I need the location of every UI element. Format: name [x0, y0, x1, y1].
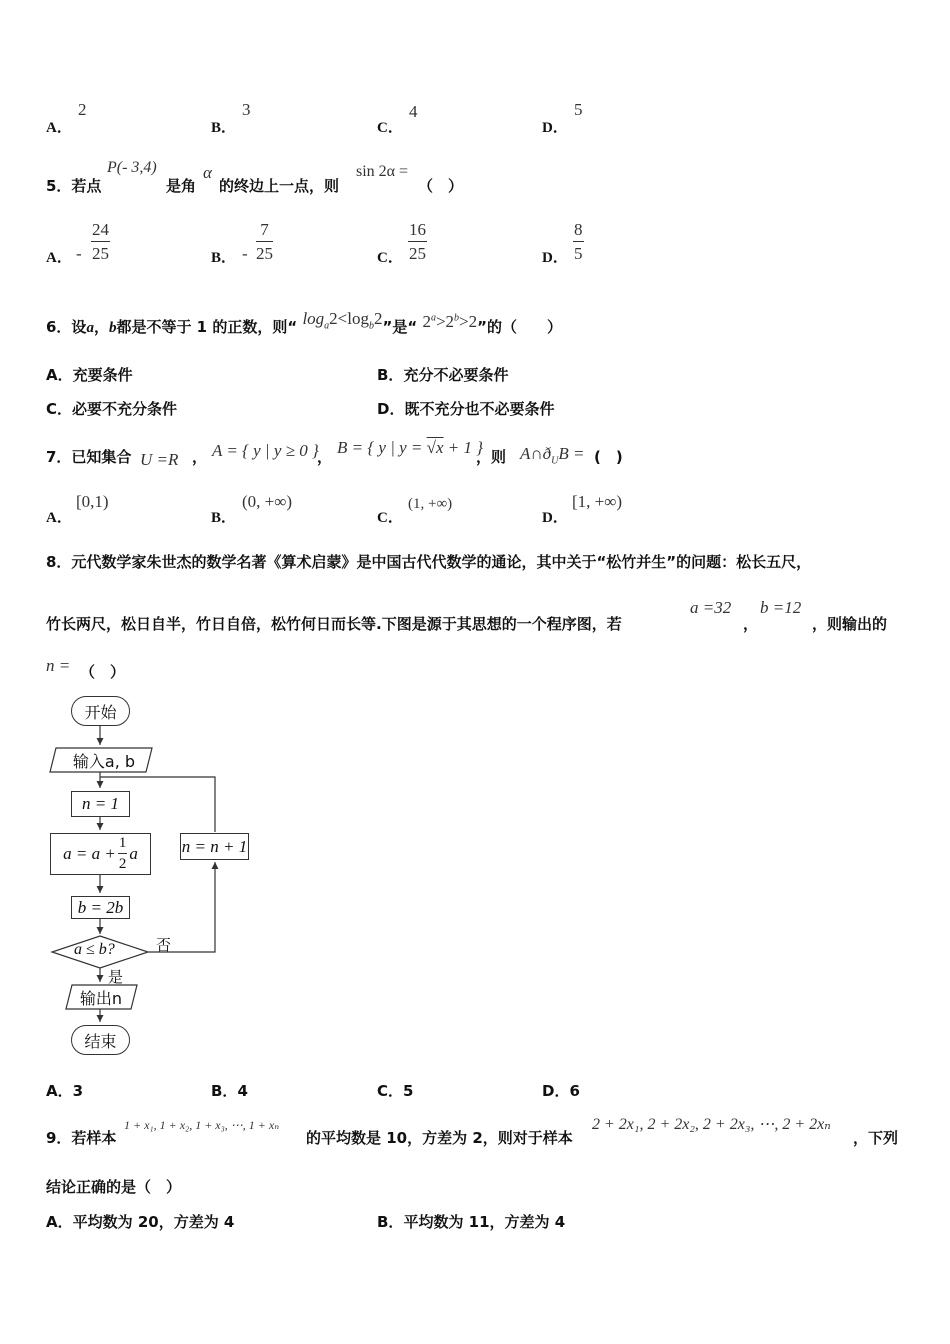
q4-option-b-label: B．: [211, 120, 237, 136]
flow-increment: [180, 833, 249, 860]
q6-rquote-2: ”: [477, 318, 487, 336]
q7-option-a-value: [0,1): [76, 492, 109, 511]
q7-expression: [520, 444, 585, 466]
q9-sample-2: 2 + 2x₁, 2 + 2x₂, 2 + 2x₃, ⋯, 2 + 2xₙ: [592, 1116, 831, 1133]
q6-stem-prefix: 6．设: [46, 318, 87, 336]
flow-end: [71, 1025, 130, 1055]
q4-option-c-label: C．: [377, 120, 403, 136]
q7-option-b-label: B．: [211, 510, 237, 526]
q7-then: ，则: [476, 448, 507, 466]
q6-lquote-2: “: [407, 318, 418, 336]
q8-option-a-label: A．: [46, 1082, 73, 1100]
q6-option-a-label: A．: [46, 366, 73, 384]
q9-option-b-text: 平均数为 11，方差为 4: [403, 1213, 566, 1231]
q5-option-c-fraction: [408, 220, 427, 264]
q6-pow-end: >2: [459, 312, 478, 331]
q5-alpha: α: [203, 163, 212, 182]
q6-pow-exp-b: b: [454, 312, 460, 324]
q7-universal-set: U =R: [140, 450, 179, 469]
q6-lquote-1: “: [287, 318, 298, 336]
q8-option-b-value: 4: [237, 1082, 248, 1100]
q7-set-b-sqrt: √x: [426, 438, 444, 457]
q7-comma-1: ，: [192, 448, 208, 466]
q5-option-c-label: C．: [377, 250, 403, 266]
flow-yes-label: 是: [108, 968, 124, 986]
q7-option-d-label: D．: [542, 510, 568, 526]
q5-stem-prefix: 5．若点: [46, 177, 102, 195]
flow-init-label: n = 1: [82, 794, 119, 813]
q5-option-a-sign: -: [76, 244, 82, 263]
q4-option-d-value: 5: [574, 100, 583, 119]
q9-option-a-text: 平均数为 20，方差为 4: [72, 1213, 235, 1231]
q8-option-a: [46, 1080, 83, 1101]
flow-step-b: [71, 896, 130, 919]
q7-set-b-suffix: + 1 }: [443, 438, 484, 457]
q8-line-2: 竹长两尺，松日自半，竹日自倍，松竹何日而长等.下图是源于其思想的一个程序图，若: [46, 615, 622, 633]
q5-option-d-fraction: [573, 220, 584, 264]
q4-option-d-label: D．: [542, 120, 568, 136]
q6-option-c-label: C．: [46, 400, 73, 418]
flow-condition-label: a ≤ b?: [74, 941, 115, 958]
q6-log-mid: 2<log: [329, 309, 369, 328]
q5-option-c-numerator: 16: [408, 220, 427, 242]
q8-option-b: [211, 1080, 248, 1101]
q5-option-d-label: D．: [542, 250, 568, 266]
q9-stem-prefix: 9．若样本: [46, 1129, 117, 1147]
q7-option-d-value: [1, +∞): [572, 492, 623, 511]
q5-expression: sin 2α =: [356, 163, 409, 180]
flow-step-a-fraction: [118, 835, 128, 873]
q9-line-2: 结论正确的是（ ）: [46, 1178, 182, 1196]
q8-line-2-end: ，则输出的: [812, 615, 888, 633]
q7-set-b-prefix: B = { y | y =: [337, 438, 427, 457]
q5-option-b-label: B．: [211, 250, 237, 266]
q6-option-b-label: B．: [377, 366, 404, 384]
q4-option-b-value: 3: [242, 100, 251, 119]
q6-log-a-base: a: [324, 320, 330, 332]
flow-step-a-post: a: [129, 844, 138, 863]
q4-option-a-value: 2: [78, 100, 87, 119]
q8-option-d-label: D．: [542, 1082, 570, 1100]
flow-start-label: 开始: [84, 702, 117, 722]
q9-option-a: [46, 1211, 234, 1232]
q5-option-c-denominator: 25: [409, 244, 426, 263]
flowchart-connectors: [0, 0, 300, 1070]
q7-option-b-value: (0, +∞): [242, 492, 293, 511]
q4-option-a-label: A．: [46, 120, 72, 136]
flow-step-a-num: 1: [118, 835, 128, 854]
q7-stem-prefix: 7．已知集合: [46, 448, 132, 466]
q5-option-a-denominator: 25: [92, 244, 109, 263]
q8-option-c-label: C．: [377, 1082, 404, 1100]
flow-step-a-pre: a = a +: [63, 844, 116, 863]
q5-option-b-sign: -: [242, 244, 248, 263]
flow-no-label: 否: [156, 936, 172, 954]
q7-option-c-value: (1, +∞): [408, 496, 453, 512]
flow-init: [71, 791, 130, 817]
q8-option-b-label: B．: [211, 1082, 238, 1100]
q6-condition-1: [302, 309, 383, 332]
q5-option-b-denominator: 25: [256, 244, 273, 263]
q8-option-c-value: 5: [403, 1082, 414, 1100]
q7-expression-sub: U: [551, 455, 559, 467]
q6-is: 是: [392, 318, 408, 336]
flow-output: [68, 985, 134, 1009]
q6-option-b: [377, 364, 508, 385]
q6-pow-base: 2: [422, 312, 431, 331]
flow-input-label: 输入a, b: [72, 751, 136, 771]
q8-sep: ，: [743, 615, 759, 633]
q7-comma-2: ，: [317, 448, 333, 466]
q8-option-d-value: 6: [569, 1082, 580, 1100]
q6-stem-mid: 都是不等于 1 的正数，则: [116, 318, 288, 336]
q8-a-value: a =32: [690, 598, 732, 617]
q6-log-end: 2: [373, 309, 383, 328]
q5-option-a-label: A．: [46, 250, 72, 266]
q6-stem-end: 的（ ）: [487, 318, 563, 336]
q8-n-expr: n =: [46, 656, 71, 675]
q6-rquote-1: ”: [382, 318, 393, 336]
q7-set-a: A = { y | y ≥ 0 }: [212, 441, 319, 460]
q7-stem-end: ( ): [594, 448, 623, 466]
q9-stem-end: ，下列: [853, 1129, 899, 1147]
q9-option-a-label: A．: [46, 1213, 73, 1231]
q7-set-b: [337, 438, 483, 458]
q5-option-a-numerator: 24: [91, 220, 110, 242]
q7-expression-main: A∩ð: [520, 444, 552, 463]
q8-line-1: 8．元代数学家朱世杰的数学名著《算术启蒙》是中国古代代数学的通论，其中关于“松竹并生”的问题：松长五尺，: [46, 553, 812, 571]
q8-option-d: [542, 1080, 580, 1101]
q9-option-b-label: B．: [377, 1213, 404, 1231]
q6-option-d-text: 既不充分也不必要条件: [404, 400, 555, 418]
q6-option-c-text: 必要不充分条件: [72, 400, 178, 418]
q9-option-b: [377, 1211, 565, 1232]
q8-b-value: b =12: [760, 598, 802, 617]
q5-stem-mid: 是角: [166, 177, 197, 195]
q5-point: P(- 3,4): [107, 159, 157, 176]
q8-line-3-end: （ ）: [80, 663, 126, 681]
q6-option-b-text: 充分不必要条件: [403, 366, 509, 384]
q4-option-c-value: 4: [409, 102, 418, 121]
flow-step-b-label: b = 2b: [77, 897, 124, 917]
q6-comma: ，: [93, 318, 109, 336]
flow-output-label: 输出n: [79, 988, 123, 1008]
q6-log-a: log: [302, 309, 325, 328]
q5-option-d-denominator: 5: [574, 244, 583, 263]
q6-pow-mid: >2: [435, 312, 455, 331]
q8-option-a-value: 3: [72, 1082, 84, 1100]
q6-option-d-label: D．: [377, 400, 405, 418]
flow-increment-label: n = n + 1: [181, 836, 248, 856]
q6-option-d: [377, 398, 554, 419]
q5-stem-mid2: 的终边上一点，则: [219, 177, 340, 195]
q7-option-a-label: A．: [46, 510, 72, 526]
q6-log-b-base: b: [368, 320, 374, 332]
q5-option-d-numerator: 8: [573, 220, 584, 242]
flow-step-a-den: 2: [118, 856, 127, 872]
flow-step-a: [50, 833, 151, 875]
q5-stem-end: （ ）: [418, 177, 464, 195]
q6-var-a: a: [86, 320, 94, 336]
q9-sample-1: 1 + x₁, 1 + x₂, 1 + x₃, ⋯, 1 + xₙ: [124, 1118, 280, 1132]
q5-option-b-numerator: 7: [256, 220, 273, 242]
q6-pow-exp-a: a: [430, 312, 436, 324]
q6-var-b: b: [108, 320, 117, 336]
flow-start: [71, 696, 130, 726]
q6-option-a-text: 充要条件: [72, 366, 133, 384]
flow-end-label: 结束: [84, 1031, 117, 1051]
q7-expression-end: B =: [558, 444, 585, 463]
q8-option-c: [377, 1080, 413, 1101]
q9-stem-mid: 的平均数是 10，方差为 2，则对于样本: [306, 1129, 573, 1147]
flow-input: [56, 748, 152, 772]
q6-condition-2: [422, 312, 477, 331]
q7-option-c-label: C．: [377, 510, 403, 526]
